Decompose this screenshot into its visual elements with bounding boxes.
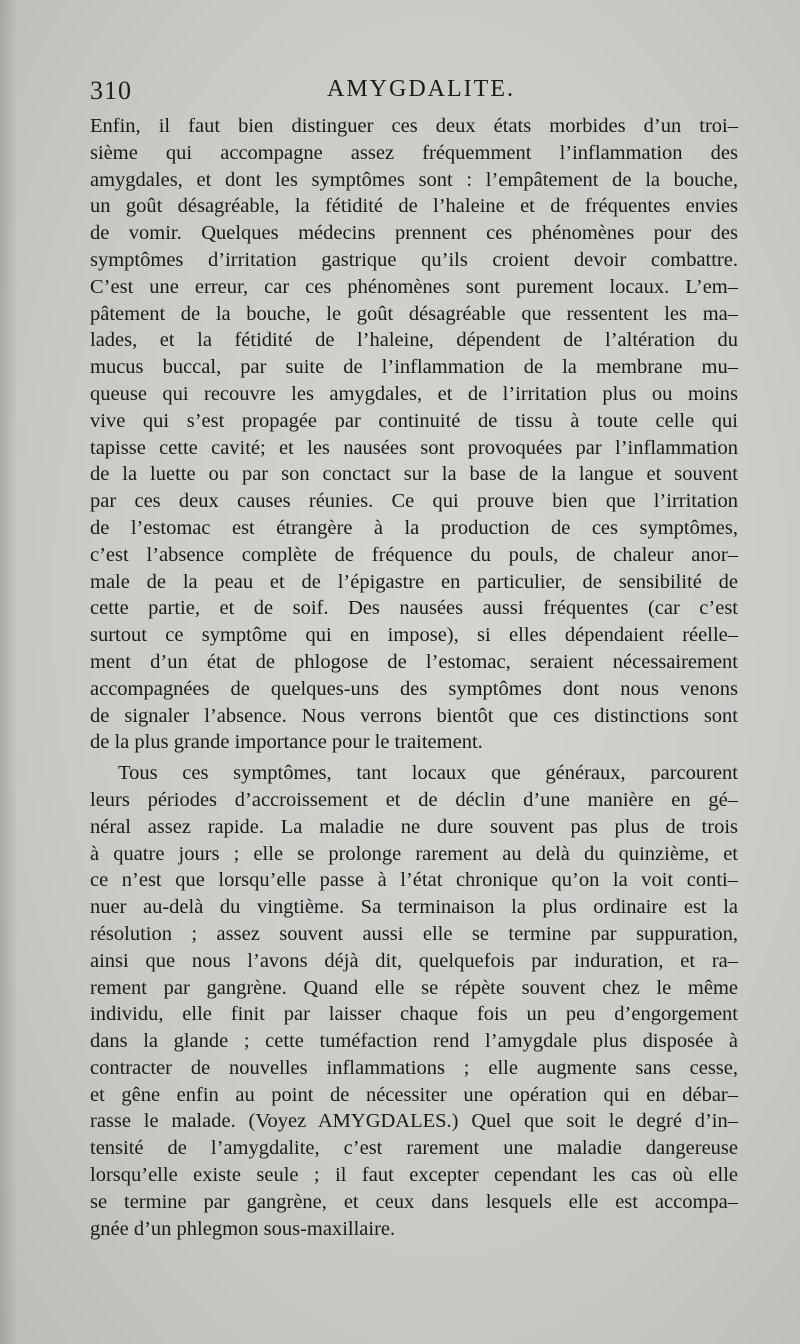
text-line: ainsi que nous l’avons déjà dit, quelquefois par induration, et ra–: [90, 949, 738, 972]
text-line: de vomir. Quelques médecins prennent ces phénomènes pour des: [90, 222, 738, 245]
text-line: amygdales, et dont les symptômes sont : l’empâtement de la bouche,: [90, 168, 738, 191]
text-line: rement par gangrène. Quand elle se répète souvent chez le même: [90, 976, 738, 999]
text-line: nuer au-delà du vingtième. Sa terminaison la plus ordinaire est la: [90, 896, 738, 919]
body-text: [90, 113, 738, 1242]
text-line: néral assez rapide. La maladie ne dure souvent pas plus de trois: [90, 815, 738, 838]
text-line: C’est une erreur, car ces phénomènes sont purement locaux. L’em–: [90, 275, 738, 298]
paragraph: [90, 113, 738, 756]
text-line: un goût désagréable, la fétidité de l’haleine et de fréquentes envies: [90, 195, 738, 218]
page-gutter-shadow: [0, 0, 18, 1344]
text-line: accompagnées de quelques-uns des symptômes dont nous venons: [90, 677, 738, 700]
text-line: gnée d’un phlegmon sous-maxillaire.: [90, 1217, 396, 1240]
text-line: queuse qui recouvre les amygdales, et de l’irritation plus ou moins: [90, 382, 738, 405]
text-line: male de la peau et de l’épigastre en particulier, de sensibilité de: [90, 570, 738, 593]
text-line: ment d’un état de phlogose de l’estomac, seraient nécessairement: [90, 650, 738, 673]
text-line: surtout ce symptôme qui en impose), si elles dépendaient réelle–: [90, 624, 738, 647]
text-line: lorsqu’elle existe seule ; il faut excepter cependant les cas où elle: [90, 1164, 738, 1187]
page-number: 310: [90, 76, 132, 105]
text-line: rasse le malade. (Voyez AMYGDALES.) Quel que soit le degré d’in–: [90, 1110, 738, 1133]
text-line: mucus buccal, par suite de l’inflammation de la membrane mu–: [90, 356, 738, 379]
text-line: Enfin, il faut bien distinguer ces deux états morbides d’un troi–: [90, 115, 738, 137]
paragraph: [90, 760, 738, 1242]
text-line: de la luette ou par son conctact sur la base de la langue et souvent: [90, 463, 738, 486]
text-line: dans la glande ; cette tuméfaction rend l’amygdale plus disposée à: [90, 1030, 738, 1053]
text-line: symptômes d’irritation gastrique qu’ils croient devoir combattre.: [90, 248, 738, 271]
text-line: tensité de l’amygdalite, c’est rarement une maladie dangereuse: [90, 1137, 738, 1160]
text-line: se termine par gangrène, et ceux dans lesquels elle est accompa–: [90, 1190, 738, 1213]
text-line: sième qui accompagne assez fréquemment l’inflammation des: [90, 141, 738, 164]
text-line: ce n’est que lorsqu’elle passe à l’état chronique qu’on la voit conti–: [90, 869, 738, 892]
text-line: et gêne enfin au point de nécessiter une opération qui en débar–: [90, 1083, 738, 1106]
text-line: Tous ces symptômes, tant locaux que généraux, parcourent: [118, 762, 738, 785]
running-title: AMYGDALITE.: [327, 76, 515, 102]
paragraph-container: [90, 113, 738, 1242]
text-line: de l’estomac est étrangère à la production de ces symptômes,: [90, 516, 738, 539]
text-line: leurs périodes d’accroissement et de déclin d’une manière en gé–: [90, 788, 738, 811]
text-line: tapisse cette cavité; et les nausées sont provoquées par l’inflammation: [90, 436, 738, 459]
text-line: cette partie, et de soif. Des nausées aussi fréquentes (car c’est: [90, 597, 738, 620]
text-line: par ces deux causes réunies. Ce qui prouve bien que l’irritation: [90, 490, 738, 513]
text-line: de la plus grande importance pour le traitement.: [90, 731, 483, 754]
text-line: contracter de nouvelles inflammations ; elle augmente sans cesse,: [90, 1056, 738, 1079]
text-line: lades, et la fétidité de l’haleine, dépendent de l’altération du: [90, 329, 738, 352]
text-line: de signaler l’absence. Nous verrons bientôt que ces distinctions sont: [90, 704, 738, 727]
text-line: individu, elle finit par laisser chaque fois un peu d’engorgement: [90, 1003, 738, 1026]
text-line: pâtement de la bouche, le goût désagréable que ressentent les ma–: [90, 302, 738, 325]
page-header: [90, 76, 736, 110]
text-line: vive qui s’est propagée par continuité de tissu à toute celle qui: [90, 409, 738, 432]
text-line: c’est l’absence complète de fréquence du pouls, de chaleur anor–: [90, 543, 738, 566]
text-line: résolution ; assez souvent aussi elle se termine par suppuration,: [90, 922, 738, 945]
text-line: à quatre jours ; elle se prolonge rarement au delà du quinzième, et: [90, 842, 738, 865]
